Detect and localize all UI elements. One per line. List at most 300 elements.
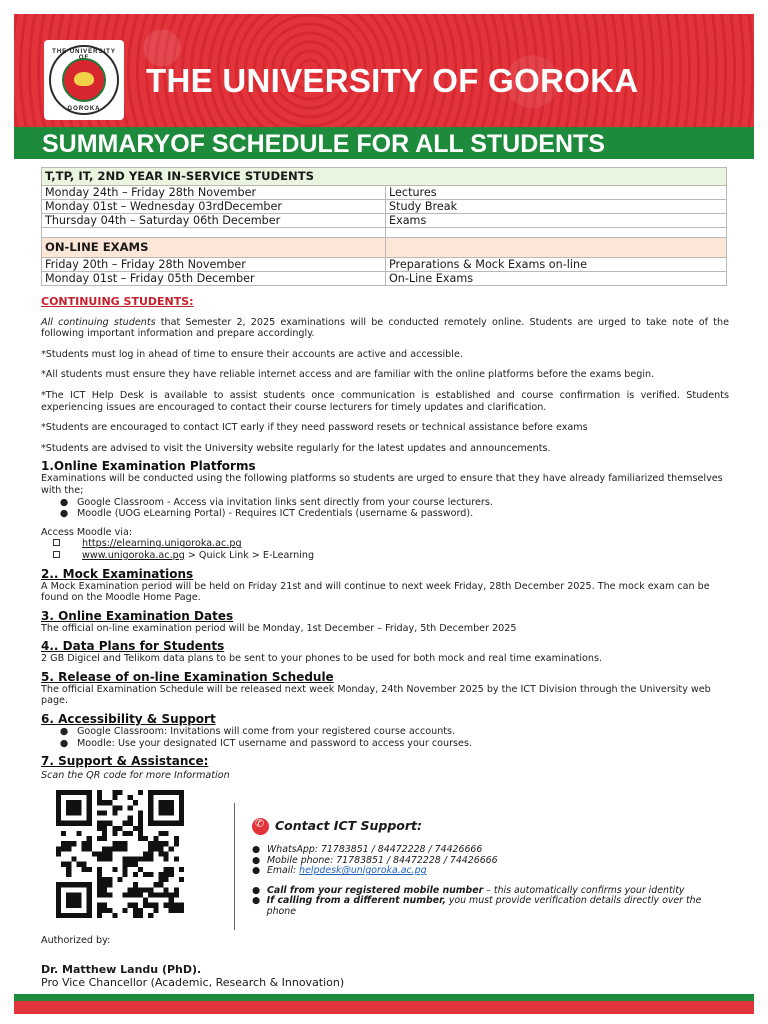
qr-module [61, 841, 66, 846]
email-label: Email: [267, 865, 300, 877]
qr-module [179, 795, 184, 800]
qr-module [87, 882, 92, 887]
qr-module [153, 841, 158, 846]
qr-module [56, 810, 61, 815]
qr-module [123, 821, 128, 826]
qr-module [97, 892, 102, 897]
qr-code[interactable] [56, 790, 184, 918]
qr-module [102, 903, 107, 908]
qr-module [148, 846, 153, 851]
qr-module [133, 872, 138, 877]
qr-module [56, 805, 61, 810]
qr-module [66, 882, 71, 887]
activity-cell: Preparations & Mock Exams on-line [386, 258, 727, 272]
intro-text: that Semester 2, 2025 examinations will be conducted remotely online. Students are urged to take note of the following important information and prepare accordingly. [41, 316, 729, 340]
qr-module [97, 836, 102, 841]
qr-module [76, 862, 81, 867]
qr-module [164, 790, 169, 795]
qr-module [102, 800, 107, 805]
qr-module [133, 892, 138, 897]
logo-bottom-text: GOROKA [67, 106, 101, 112]
qr-module [71, 805, 76, 810]
activity-cell: Lectures [386, 186, 727, 200]
table-row [42, 200, 727, 214]
qr-module [61, 862, 66, 867]
spacer-cell [386, 228, 727, 238]
qr-module [158, 800, 163, 805]
qr-module [148, 903, 153, 908]
contact-title-text: Contact ICT Support: [275, 818, 423, 834]
qr-module [82, 841, 87, 846]
qr-module [133, 857, 138, 862]
qr-module [164, 821, 169, 826]
qr-module [107, 857, 112, 862]
qr-module [158, 882, 163, 887]
qr-module [112, 846, 117, 851]
qr-module [56, 800, 61, 805]
qr-module [56, 795, 61, 800]
qr-module [97, 790, 102, 795]
logo-seal [49, 45, 119, 115]
qr-module [169, 872, 174, 877]
qr-module [117, 790, 122, 795]
qr-module [87, 846, 92, 851]
qr-module [102, 831, 107, 836]
continuing-students-heading: CONTINUING STUDENTS: [41, 295, 194, 308]
qr-module [123, 867, 128, 872]
list-item [51, 738, 729, 750]
qr-module [97, 908, 102, 913]
qr-module [133, 826, 138, 831]
qr-module [87, 836, 92, 841]
list-item [51, 508, 729, 520]
qr-module [179, 877, 184, 882]
qr-module [143, 887, 148, 892]
qr-module [164, 841, 169, 846]
qr-module [56, 887, 61, 892]
group-title: T,TP, IT, 2ND YEAR IN-SERVICE STUDENTS [42, 168, 727, 186]
qr-module [128, 821, 133, 826]
qr-module [133, 913, 138, 918]
qr-module [169, 800, 174, 805]
qr-module [66, 821, 71, 826]
call-different-bold: If calling from a different number, [266, 895, 446, 907]
qr-module [128, 903, 133, 908]
qr-module [174, 821, 179, 826]
qr-module [102, 887, 107, 892]
vertical-divider [234, 803, 235, 930]
qr-module [87, 795, 92, 800]
note-paragraph: *Students are advised to visit the University website regularly for the latest updates and announcements. [41, 442, 551, 454]
qr-module [66, 800, 71, 805]
qr-module [87, 800, 92, 805]
qr-module [158, 790, 163, 795]
quick-link-path: > Quick Link > E-Learning [184, 549, 315, 561]
qr-module [148, 913, 153, 918]
qr-module [158, 872, 163, 877]
logo-top-text: THE UNIVERSITY [52, 49, 116, 55]
section-heading: 4.. Data Plans for Students [41, 639, 225, 654]
qr-module [56, 908, 61, 913]
qr-module [164, 887, 169, 892]
qr-module [148, 810, 153, 815]
qr-module [123, 846, 128, 851]
qr-module [71, 882, 76, 887]
qr-module [66, 872, 71, 877]
qr-module [82, 913, 87, 918]
qr-module [174, 908, 179, 913]
qr-module [123, 857, 128, 862]
qr-module [97, 795, 102, 800]
qr-module [102, 908, 107, 913]
qr-module [164, 800, 169, 805]
qr-module [128, 857, 133, 862]
qr-module [82, 790, 87, 795]
bullet-icon: ● [252, 854, 261, 866]
qr-module [179, 867, 184, 872]
note-paragraph: *Students are encouraged to contact ICT early if they need password resets or technical assistance before exams [41, 422, 588, 434]
qr-module [158, 877, 163, 882]
qr-module [71, 857, 76, 862]
qr-module [158, 851, 163, 856]
table-row [42, 214, 727, 228]
section-text: 2 GB Digicel and Telikom data plans to be sent to your phones to be used for both mock and real time examinations. [41, 653, 603, 665]
bullet-icon: ● [59, 737, 69, 749]
qr-module [143, 857, 148, 862]
qr-module [164, 831, 169, 836]
period-cell: Monday 01st – Wednesday 03rdDecember [42, 200, 386, 214]
qr-module [76, 790, 81, 795]
schedule-summary-title: SUMMARYOF SCHEDULE FOR ALL STUDENTS [42, 130, 605, 158]
qr-module [138, 836, 143, 841]
qr-module [148, 790, 153, 795]
qr-module [169, 821, 174, 826]
qr-module [153, 790, 158, 795]
qr-module [71, 841, 76, 846]
bullet-icon: ● [252, 844, 261, 855]
qr-module [164, 867, 169, 872]
bullet-icon: ● [59, 496, 69, 508]
subheader-banner [14, 127, 754, 159]
qr-module [179, 821, 184, 826]
qr-module [138, 831, 143, 836]
qr-module [138, 826, 143, 831]
qr-module [56, 816, 61, 821]
elearning-link[interactable]: https://elearning.unigoroka.ac.pg [82, 538, 242, 550]
qr-module [76, 913, 81, 918]
qr-module [61, 831, 66, 836]
qr-module [143, 903, 148, 908]
qr-module [71, 903, 76, 908]
qr-module [153, 908, 158, 913]
qr-module [133, 882, 138, 887]
list-item [41, 538, 729, 550]
university-title: THE UNIVERSITY OF GOROKA [146, 62, 639, 99]
qr-module [117, 841, 122, 846]
qr-module [71, 790, 76, 795]
qr-module [66, 867, 71, 872]
qr-module [153, 892, 158, 897]
qr-module [128, 892, 133, 897]
qr-module [107, 851, 112, 856]
qr-module [174, 790, 179, 795]
qr-module [164, 805, 169, 810]
table-spacer-row [42, 228, 727, 238]
qr-module [112, 913, 117, 918]
qr-module [169, 908, 174, 913]
qr-module [158, 805, 163, 810]
whatsapp-numbers: WhatsApp: 71783851 / 84472228 / 74426666 [267, 844, 483, 855]
period-cell: Monday 24th – Friday 28th November [42, 186, 386, 200]
qr-module [97, 872, 102, 877]
bullet-icon: ● [59, 508, 69, 520]
qr-module [143, 872, 148, 877]
qr-module [153, 821, 158, 826]
qr-module [133, 862, 138, 867]
qr-module [148, 857, 153, 862]
qr-module [169, 898, 174, 903]
section-heading: 2.. Mock Examinations [41, 566, 194, 581]
qr-module [82, 882, 87, 887]
qr-module [71, 800, 76, 805]
qr-module [92, 851, 97, 856]
qr-module [158, 846, 163, 851]
qr-module [138, 867, 143, 872]
qr-module [87, 805, 92, 810]
qr-module [56, 903, 61, 908]
section-heading: 7. Support & Assistance: [41, 754, 209, 769]
qr-module [174, 903, 179, 908]
qr-module [76, 898, 81, 903]
qr-module [61, 882, 66, 887]
qr-module [66, 892, 71, 897]
qr-module [138, 816, 143, 821]
qr-module [153, 882, 158, 887]
qr-module [107, 892, 112, 897]
qr-module [87, 898, 92, 903]
intro-paragraph [41, 317, 729, 340]
qr-module [71, 913, 76, 918]
footer-band [14, 994, 754, 1014]
group-title: ON-LINE EXAMS [42, 238, 386, 258]
qr-module [169, 867, 174, 872]
qr-module [87, 821, 92, 826]
qr-module [153, 836, 158, 841]
qr-module [179, 800, 184, 805]
phone-icon [252, 818, 269, 835]
qr-module [102, 892, 107, 897]
qr-module [97, 857, 102, 862]
list-item [51, 726, 729, 738]
qr-module [128, 816, 133, 821]
qr-module [102, 882, 107, 887]
contact-title [252, 818, 722, 835]
qr-module [87, 887, 92, 892]
qr-module [158, 810, 163, 815]
website-link[interactable]: www.unigoroka.ac.pg [82, 549, 185, 561]
qr-module [174, 836, 179, 841]
qr-module [133, 903, 138, 908]
qr-module [123, 892, 128, 897]
qr-module [107, 908, 112, 913]
table-row [42, 272, 727, 286]
qr-module [97, 887, 102, 892]
qr-module [138, 908, 143, 913]
qr-module [143, 851, 148, 856]
qr-module [128, 795, 133, 800]
section-text: The official Examination Schedule will be released next week Monday, 24th November 2025 by the ICT Division through the University web page. [41, 683, 711, 707]
qr-module [169, 790, 174, 795]
qr-module [97, 800, 102, 805]
qr-module [123, 831, 128, 836]
call-registered-bold: Call from your registered mobile number [267, 884, 484, 896]
qr-module [97, 826, 102, 831]
qr-module [102, 810, 107, 815]
period-cell: Friday 20th – Friday 28th November [42, 258, 386, 272]
qr-module [158, 841, 163, 846]
qr-module [66, 805, 71, 810]
list-item [252, 866, 722, 877]
qr-module [112, 790, 117, 795]
qr-module [158, 892, 163, 897]
qr-module [179, 908, 184, 913]
qr-module [97, 903, 102, 908]
qr-module [164, 810, 169, 815]
qr-module [179, 816, 184, 821]
list-item-text: Moodle (UOG eLearning Portal) - Requires ICT Credentials (username & password). [77, 508, 474, 520]
qr-module [87, 810, 92, 815]
qr-module [123, 908, 128, 913]
note-paragraph: *All students must ensure they have reliable internet access and are familiar with the online platforms before the exams begin. [41, 369, 655, 381]
qr-module [107, 800, 112, 805]
qr-module [117, 805, 122, 810]
qr-module [117, 846, 122, 851]
qr-module [164, 892, 169, 897]
qr-module [82, 862, 87, 867]
qr-module [71, 810, 76, 815]
qr-module [169, 903, 174, 908]
qr-module [97, 877, 102, 882]
qr-module [123, 862, 128, 867]
section-text: Examinations will be conducted using the following platforms so students are urged to ensure that they have already familiarized themselves with the; [41, 473, 723, 496]
qr-module [102, 836, 107, 841]
table-group-header [42, 168, 727, 186]
qr-module [128, 862, 133, 867]
bullet-list [51, 497, 729, 520]
qr-module [76, 892, 81, 897]
qr-module [174, 887, 179, 892]
qr-module [179, 790, 184, 795]
qr-module [97, 913, 102, 918]
qr-module [158, 831, 163, 836]
qr-module [82, 846, 87, 851]
qr-module [97, 851, 102, 856]
qr-module [148, 841, 153, 846]
qr-module [133, 887, 138, 892]
qr-module [87, 908, 92, 913]
qr-module [158, 821, 163, 826]
qr-module [169, 892, 174, 897]
qr-module [76, 805, 81, 810]
qr-module [148, 887, 153, 892]
qr-module [117, 826, 122, 831]
email-link[interactable]: helpdesk@unigoroka.ac.pg [299, 865, 427, 877]
qr-module [97, 810, 102, 815]
qr-module [169, 805, 174, 810]
qr-module [87, 841, 92, 846]
qr-module [148, 816, 153, 821]
list-item-text: Moodle: Use your designated ICT username and password to access your courses. [77, 737, 473, 749]
qr-module [102, 857, 107, 862]
activity-cell: Study Break [386, 200, 727, 214]
qr-module [133, 908, 138, 913]
qr-module [174, 841, 179, 846]
qr-module [76, 800, 81, 805]
signatory-name: Dr. Matthew Landu (PhD). [41, 963, 202, 976]
qr-module [61, 790, 66, 795]
qr-module [174, 892, 179, 897]
qr-module [87, 816, 92, 821]
qr-module [138, 857, 143, 862]
bullet-icon: ● [252, 895, 261, 907]
qr-module [148, 821, 153, 826]
qr-module [56, 846, 61, 851]
qr-module [143, 836, 148, 841]
bullet-icon: ● [252, 865, 261, 877]
qr-module [76, 882, 81, 887]
qr-module [112, 805, 117, 810]
period-cell: Monday 01st – Friday 05th December [42, 272, 386, 286]
mobile-numbers: Mobile phone: 71783851 / 84472228 / 74426666 [267, 854, 498, 866]
qr-module [164, 872, 169, 877]
list-item [41, 550, 729, 562]
qr-module [179, 805, 184, 810]
section-heading: 6. Accessibility & Support [41, 712, 216, 727]
qr-module [66, 790, 71, 795]
qr-module [71, 892, 76, 897]
qr-module [82, 867, 87, 872]
qr-module [107, 877, 112, 882]
call-registered-text: – this automatically confirms your identity [483, 884, 685, 896]
qr-module [112, 831, 117, 836]
qr-module [169, 846, 174, 851]
table-row [42, 258, 727, 272]
qr-module [76, 903, 81, 908]
qr-module [179, 810, 184, 815]
qr-module [112, 795, 117, 800]
qr-module [138, 790, 143, 795]
qr-module [169, 810, 174, 815]
qr-module [56, 892, 61, 897]
section-heading: 1.Online Examination Platforms [41, 459, 256, 474]
qr-module [61, 821, 66, 826]
notice-body [41, 296, 729, 782]
note-paragraph: *The ICT Help Desk is available to assist students once communication is established and course confirmation is verified. Students experiencing issues are encouraged to contact their course lecturers for timely updates and clarification. [41, 389, 729, 413]
qr-module [76, 810, 81, 815]
qr-module [61, 913, 66, 918]
scan-qr-text: Scan the QR code for more Information [41, 770, 230, 782]
signatory-role: Pro Vice Chancellor (Academic, Research & Innovation) [41, 976, 345, 989]
qr-module [87, 903, 92, 908]
qr-module [148, 851, 153, 856]
note-paragraph: *Students must log in ahead of time to ensure their accounts are active and accessible. [41, 348, 463, 360]
university-logo [44, 40, 124, 120]
qr-module [56, 821, 61, 826]
section-text: A Mock Examination period will be held on Friday 21st and will continue to next week Friday, 28th December 2025. The mock exam can be found on the Moodle Home Page. [41, 580, 710, 604]
qr-module [174, 857, 179, 862]
qr-module [148, 805, 153, 810]
qr-module [82, 821, 87, 826]
